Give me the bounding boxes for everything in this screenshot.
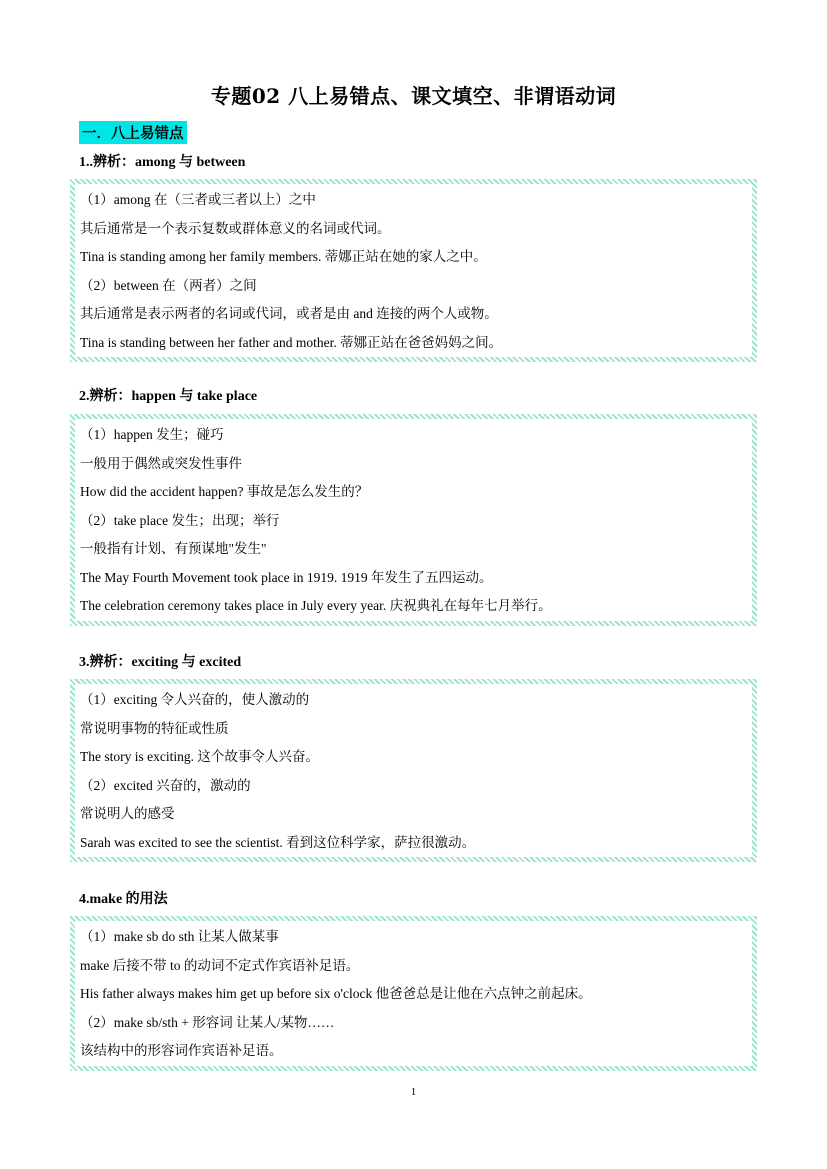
page-title: 专题02 八上易错点、课文填空、非谓语动词: [210, 84, 617, 108]
box-line: （1）among 在（三者或三者以上）之中: [80, 192, 316, 207]
content-box-3: [70, 679, 757, 862]
box-line: Tina is standing between her father and mother. 蒂娜正站在爸爸妈妈之间。: [80, 334, 503, 350]
subsection-heading-2: 2.辨析：happen 与 take place: [79, 389, 258, 404]
box-line: Sarah was excited to see the scientist. 看到这位科学家，萨拉很激动。: [80, 834, 476, 850]
box-line: 一般用于偶然或突发性事件: [80, 455, 242, 471]
box-line: 该结构中的形容词作宾语补足语。: [80, 1043, 283, 1058]
box-line: The story is exciting. 这个故事令人兴奋。: [80, 749, 319, 764]
content-box-2: [70, 414, 757, 626]
subsection-heading-4: 4.make 的用法: [79, 892, 168, 907]
box-line: 其后通常是一个表示复数或群体意义的名词或代词。: [80, 220, 391, 236]
box-line: （2）make sb/sth + 形容词 让某人/某物……: [80, 1014, 335, 1030]
box-line: make 后接不带 to 的动词不定式作宾语补足语。: [80, 957, 360, 973]
content-box-4: [70, 916, 757, 1071]
box-line: （2）take place 发生；出现；举行: [80, 512, 280, 528]
box-line: 常说明事物的特征或性质: [80, 720, 229, 736]
page-number: 1: [410, 1086, 417, 1098]
section-heading: 一．八上易错点: [79, 121, 187, 144]
box-line: The May Fourth Movement took place in 1919. 1919 年发生了五四运动。: [80, 569, 493, 585]
box-line: 常说明人的感受: [80, 806, 175, 821]
box-line: （2）excited 兴奋的，激动的: [80, 777, 251, 793]
box-line: 一般指有计划、有预谋地"发生": [80, 541, 267, 556]
box-line: （2）between 在（两者）之间: [80, 277, 257, 293]
box-line: How did the accident happen? 事故是怎么发生的？: [80, 484, 369, 499]
box-line: （1）exciting 令人兴奋的，使人激动的: [80, 692, 310, 707]
content-box-1: [70, 179, 757, 362]
box-line: （1）happen 发生；碰巧: [80, 427, 224, 442]
box-line: His father always makes him get up before six o'clock 他爸爸总是让他在六点钟之前起床。: [80, 986, 592, 1001]
box-line: Tina is standing among her family members. 蒂娜正站在她的家人之中。: [80, 249, 487, 264]
subsection-heading-1: 1..辨析：among 与 between: [79, 155, 246, 170]
box-line: The celebration ceremony takes place in July every year. 庆祝典礼在每年七月举行。: [80, 598, 552, 613]
box-line: （1）make sb do sth 让某人做某事: [80, 929, 279, 944]
box-line: 其后通常是表示两者的名词或代词，或者是由 and 连接的两个人或物。: [80, 306, 498, 321]
subsection-heading-3: 3.辨析：exciting 与 excited: [79, 655, 242, 670]
